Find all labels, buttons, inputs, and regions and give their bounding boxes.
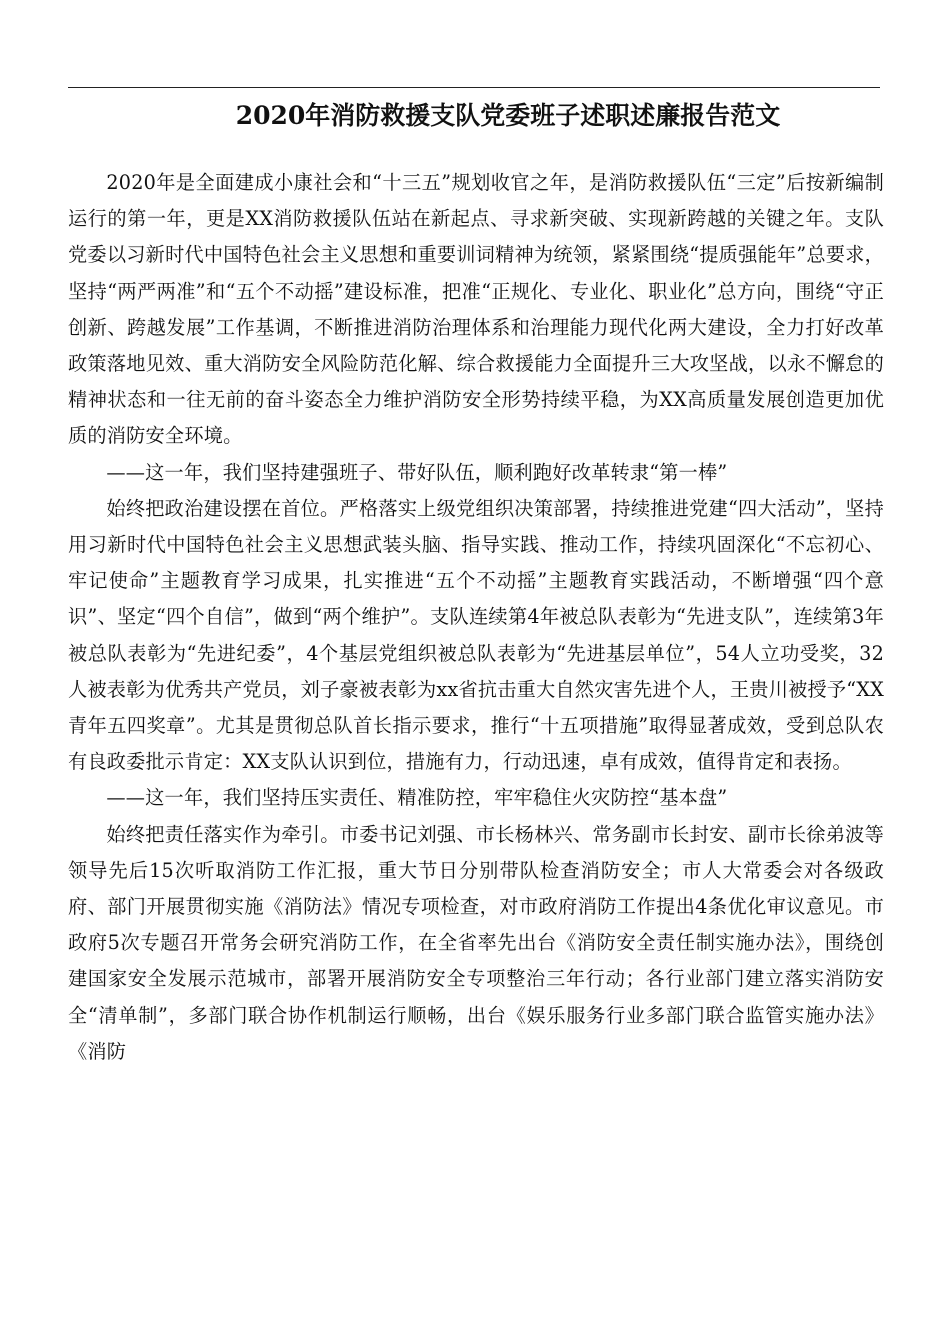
header-rule: [68, 87, 880, 88]
section-heading-2: ——这一年，我们坚持压实责任、精准防控，牢牢稳住火灾防控“基本盘”: [106, 786, 728, 810]
paragraph-political-building: 始终把政治建设摆在首位。严格落实上级党组织决策部署，持续推进党建“四大活动”，坚持用习新时代中国特色社会主义思想武装头脑、指导实践、推动工作，持续巩固深化“不忘初心、牢记使命”主题教育学习成果，扎实推进“五个不动摇”主题教育实践活动，不断增强“四个意识”、坚定“四个自信”，做到“两个维护”。支队连续第4年被总队表彰为“先进支队”，连续第3年被总队表彰为“先进纪委”，4个基层党组织被总队表彰为“先进基层单位”，54人立功受奖，32人被表彰为优秀共产党员，刘子豪被表彰为xx省抗击重大自然灾害先进个人，王贵川被授予“XX青年五四奖章”。尤其是贯彻总队首长指示要求，推行“十五项措施”取得显著成效，受到总队农有良政委批示肯定：XX支队认识到位，措施有力，行动迅速，卓有成效，值得肯定和表扬。: [68, 496, 884, 774]
document-body: [68, 152, 884, 1070]
paragraph-responsibility: 始终把责任落实作为牵引。市委书记刘强、市长杨林兴、常务副市长封安、副市长徐弟波等领导先后15次听取消防工作汇报，重大节日分别带队检查消防安全；市人大常委会对各级政府、部门开展贯彻实施《消防法》情况专项检查，对市政府消防工作提出4条优化审议意见。市政府5次专题召开常务会研究消防工作，在全省率先出台《消防安全责任制实施办法》，围绕创建国家安全发展示范城市，部署开展消防安全专项整治三年行动；各行业部门建立落实消防安全“清单制”，多部门联合协作机制运行顺畅，出台《娱乐服务行业多部门联合监管实施办法》《消防: [68, 822, 884, 1063]
document-title: 2020年消防救援支队党委班子述职述廉报告范文: [235, 101, 781, 130]
paragraph-intro: 2020年是全面建成小康社会和“十三五”规划收官之年，是消防救援队伍“三定”后按新编制运行的第一年，更是XX消防救援队伍站在新起点、寻求新突破、实现新跨越的关键之年。支队党委以习新时代中国特色社会主义思想和重要训词精神为统领，紧紧围绕“提质强能年”总要求，坚持“两严两准”和“五个不动摇”建设标准，把准“正规化、专业化、职业化”总方向，围绕“守正创新、跨越发展”工作基调，不断推进消防治理体系和治理能力现代化两大建设，全力打好改革政策落地见效、重大消防安全风险防范化解、综合救援能力全面提升三大攻坚战，以永不懈怠的精神状态和一往无前的奋斗姿态全力维护消防安全形势持续平稳，为XX高质量发展创造更加优质的消防安全环境。: [68, 171, 884, 448]
section-heading-1: ——这一年，我们坚持建强班子、带好队伍，顺利跑好改革转隶“第一棒”: [106, 460, 728, 484]
